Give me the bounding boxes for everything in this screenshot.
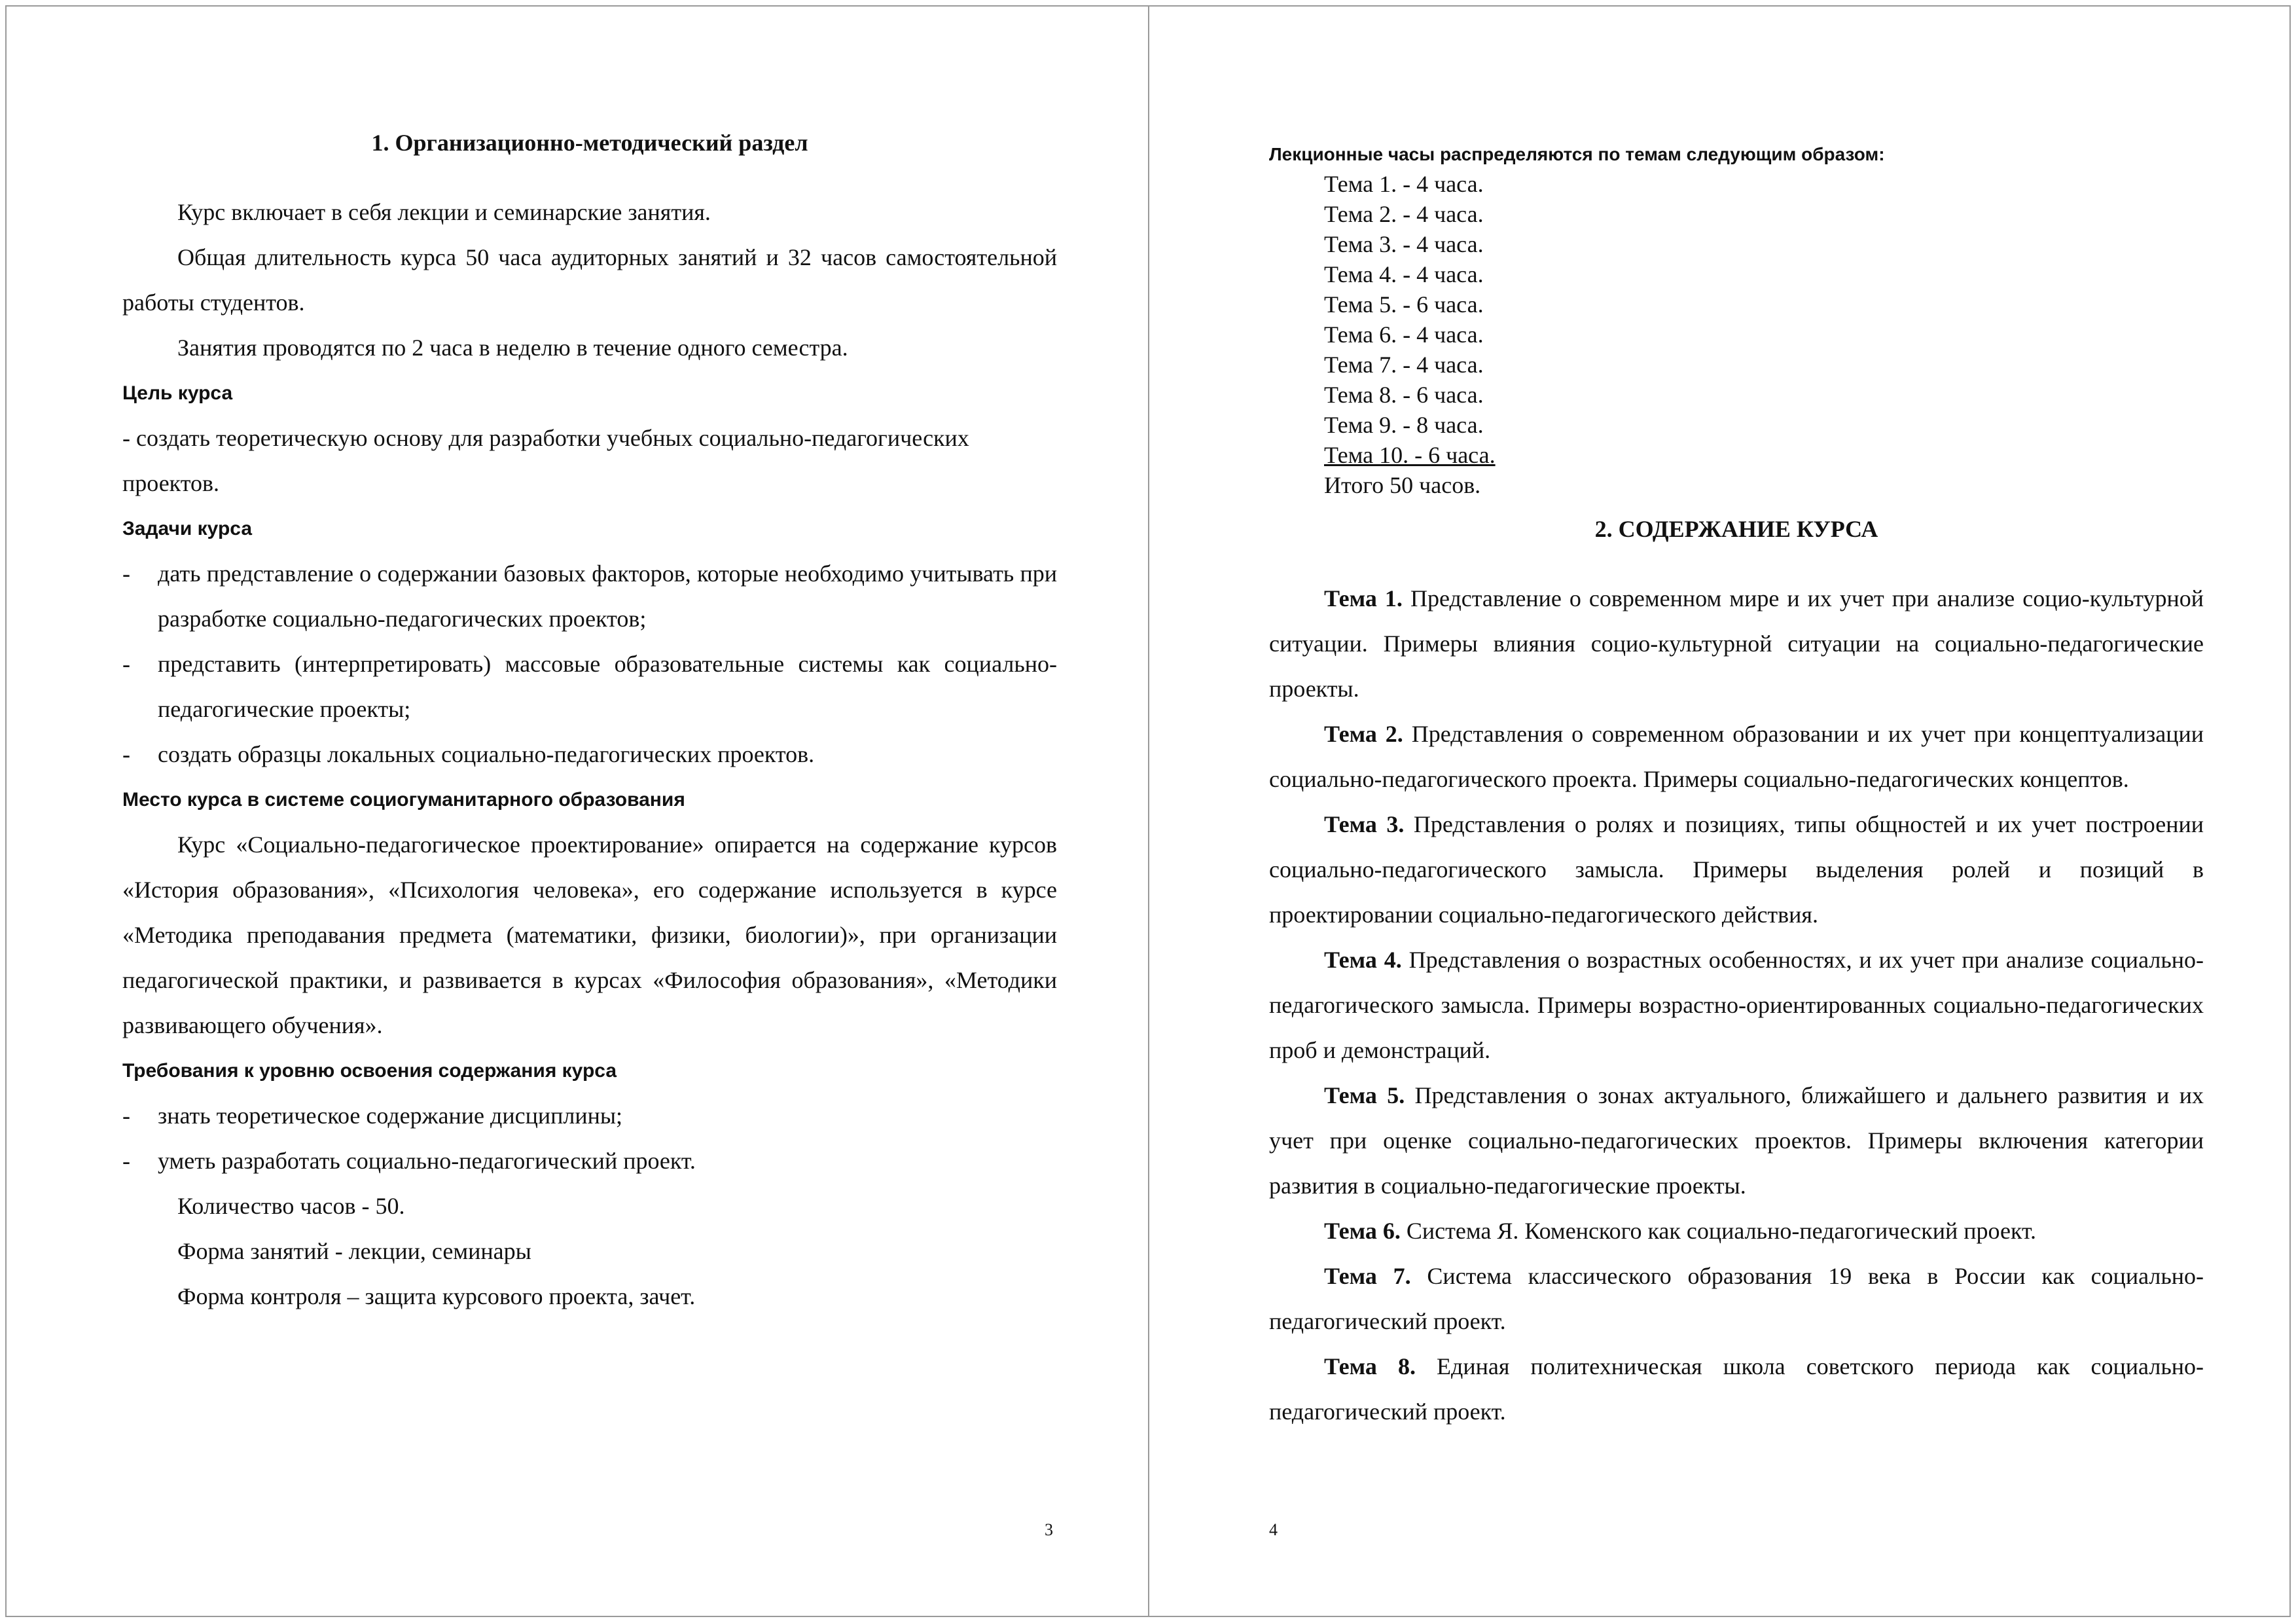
- page-3-content: [122, 122, 1057, 1319]
- hours-total: Итого 50 часов.: [1324, 472, 1481, 498]
- topic-label: Тема 2.: [1324, 721, 1403, 747]
- requirement-item: [122, 1093, 1057, 1139]
- task-item: [122, 551, 1057, 642]
- topic-hours-line: [1269, 440, 2204, 470]
- topic-hours-last: Тема 10. - 6 часа.: [1324, 442, 1496, 468]
- topic-hours-line: Тема 4. - 4 часа.: [1324, 261, 1484, 287]
- topic-hours-line: Тема 7. - 4 часа.: [1324, 352, 1484, 378]
- topic-paragraph: [1269, 576, 2204, 712]
- task-text: представить (интерпретировать) массовые образовательные системы как социально-педагогические проекты;: [158, 651, 1057, 722]
- lecture-hours-heading: Лекционные часы распределяются по темам следующим образом:: [1269, 144, 1885, 164]
- topic-text: Представления о современном образовании и их учет при концептуализации социально-педагогического проекта. Примеры социально-педагогических концептов.: [1269, 721, 2204, 792]
- control-form: Форма контроля – защита курсового проекта, зачет.: [177, 1283, 696, 1309]
- topic-paragraph: [1269, 938, 2204, 1073]
- topic-text: Система Я. Коменского как социально-педагогический проект.: [1406, 1218, 2036, 1244]
- goal-heading: Цель курса: [122, 382, 233, 404]
- topic-text: Представления о зонах актуального, ближайшего и дальнего развития и их учет при оценке социально-педагогических проектов. Примеры включения категории развития в социально-педагогические проекты.: [1269, 1082, 2204, 1199]
- page-4-content: [1269, 143, 2204, 1434]
- topic-hours-line: Тема 3. - 4 часа.: [1324, 231, 1484, 257]
- topic-hours-line: Тема 8. - 6 часа.: [1324, 382, 1484, 408]
- topic-text: Представления о возрастных особенностях, и их учет при анализе социально-педагогического замысла. Примеры возрастно-ориентированных социально-педагогических проб и демонстраций.: [1269, 947, 2204, 1063]
- goal-text: - создать теоретическую основу для разработки учебных социально-педагогических проектов.: [122, 425, 969, 496]
- class-form: Форма занятий - лекции, семинары: [177, 1238, 531, 1264]
- hours-count: Количество часов - 50.: [177, 1193, 405, 1219]
- task-item: [122, 732, 1057, 777]
- topic-hours-line: Тема 5. - 6 часа.: [1324, 291, 1484, 318]
- page-4: [1148, 5, 2291, 1617]
- dash-marker: -: [122, 560, 130, 587]
- dash-marker: -: [122, 1103, 130, 1129]
- topic-paragraph: [1269, 1209, 2204, 1254]
- task-text: дать представление о содержании базовых факторов, которые необходимо учитывать при разработке социально-педагогических проектов;: [158, 560, 1057, 632]
- topic-paragraph: [1269, 712, 2204, 802]
- requirement-item: [122, 1139, 1057, 1184]
- intro-paragraph: Курс включает в себя лекции и семинарские занятия.: [177, 199, 711, 225]
- tasks-heading: Задачи курса: [122, 518, 253, 539]
- topic-paragraph: [1269, 802, 2204, 938]
- section-1-title: 1. Организационно-методический раздел: [371, 130, 808, 156]
- requirement-text: знать теоретическое содержание дисциплины;: [158, 1103, 623, 1129]
- requirement-text: уметь разработать социально-педагогический проект.: [158, 1148, 696, 1174]
- topic-text: Единая политехническая школа советского периода как социально-педагогический проект.: [1269, 1353, 2204, 1425]
- dash-marker: -: [122, 651, 130, 677]
- task-text: создать образцы локальных социально-педагогических проектов.: [158, 741, 815, 767]
- topic-text: Представление о современном мире и их учет при анализе социо-культурной ситуации. Примеры влияния социо-культурной ситуации на социально-педагогические проекты.: [1269, 585, 2204, 702]
- topic-label: Тема 7.: [1324, 1263, 1411, 1289]
- page-number: 3: [1045, 1520, 1053, 1539]
- topic-label: Тема 1.: [1324, 585, 1403, 611]
- dash-marker: -: [122, 741, 130, 767]
- topic-hours-line: Тема 2. - 4 часа.: [1324, 201, 1484, 227]
- place-heading: Место курса в системе социогуманитарного образования: [122, 789, 685, 811]
- topic-label: Тема 8.: [1324, 1353, 1416, 1379]
- page-number: 4: [1269, 1520, 1278, 1539]
- section-2-title: 2. СОДЕРЖАНИЕ КУРСА: [1594, 516, 1878, 542]
- intro-paragraph: Занятия проводятся по 2 часа в неделю в течение одного семестра.: [177, 335, 848, 361]
- topic-hours-line: Тема 1. - 4 часа.: [1324, 171, 1484, 197]
- topic-paragraph: [1269, 1344, 2204, 1434]
- topic-label: Тема 6.: [1324, 1218, 1401, 1244]
- requirements-heading: Требования к уровню освоения содержания курса: [122, 1060, 617, 1082]
- topic-label: Тема 4.: [1324, 947, 1402, 973]
- topic-label: Тема 5.: [1324, 1082, 1405, 1108]
- topic-paragraph: [1269, 1073, 2204, 1209]
- topic-text: Система классического образования 19 века в России как социально-педагогический проект.: [1269, 1263, 2204, 1334]
- topic-hours-line: Тема 6. - 4 часа.: [1324, 321, 1484, 348]
- topic-label: Тема 3.: [1324, 811, 1405, 837]
- topic-hours-line: Тема 9. - 8 часа.: [1324, 412, 1484, 438]
- task-item: [122, 642, 1057, 732]
- topic-paragraph: [1269, 1254, 2204, 1344]
- intro-paragraph: Общая длительность курса 50 часа аудиторных занятий и 32 часов самостоятельной работы студентов.: [122, 244, 1057, 316]
- page-3: [5, 5, 1149, 1617]
- dash-marker: -: [122, 1148, 130, 1174]
- topic-text: Представления о ролях и позициях, типы общностей и их учет построении социально-педагогического замысла. Примеры выделения ролей и позиций в проектировании социально-педагогического действия.: [1269, 811, 2204, 928]
- place-paragraph: Курс «Социально-педагогическое проектирование» опирается на содержание курсов «История образования», «Психология человека», его содержание используется в курсе «Методика преподавания предмета (математики, физики, биологии)», при организации педагогической практики, и развивается в курсах «Философия образования», «Методики развивающего обучения».: [122, 831, 1057, 1038]
